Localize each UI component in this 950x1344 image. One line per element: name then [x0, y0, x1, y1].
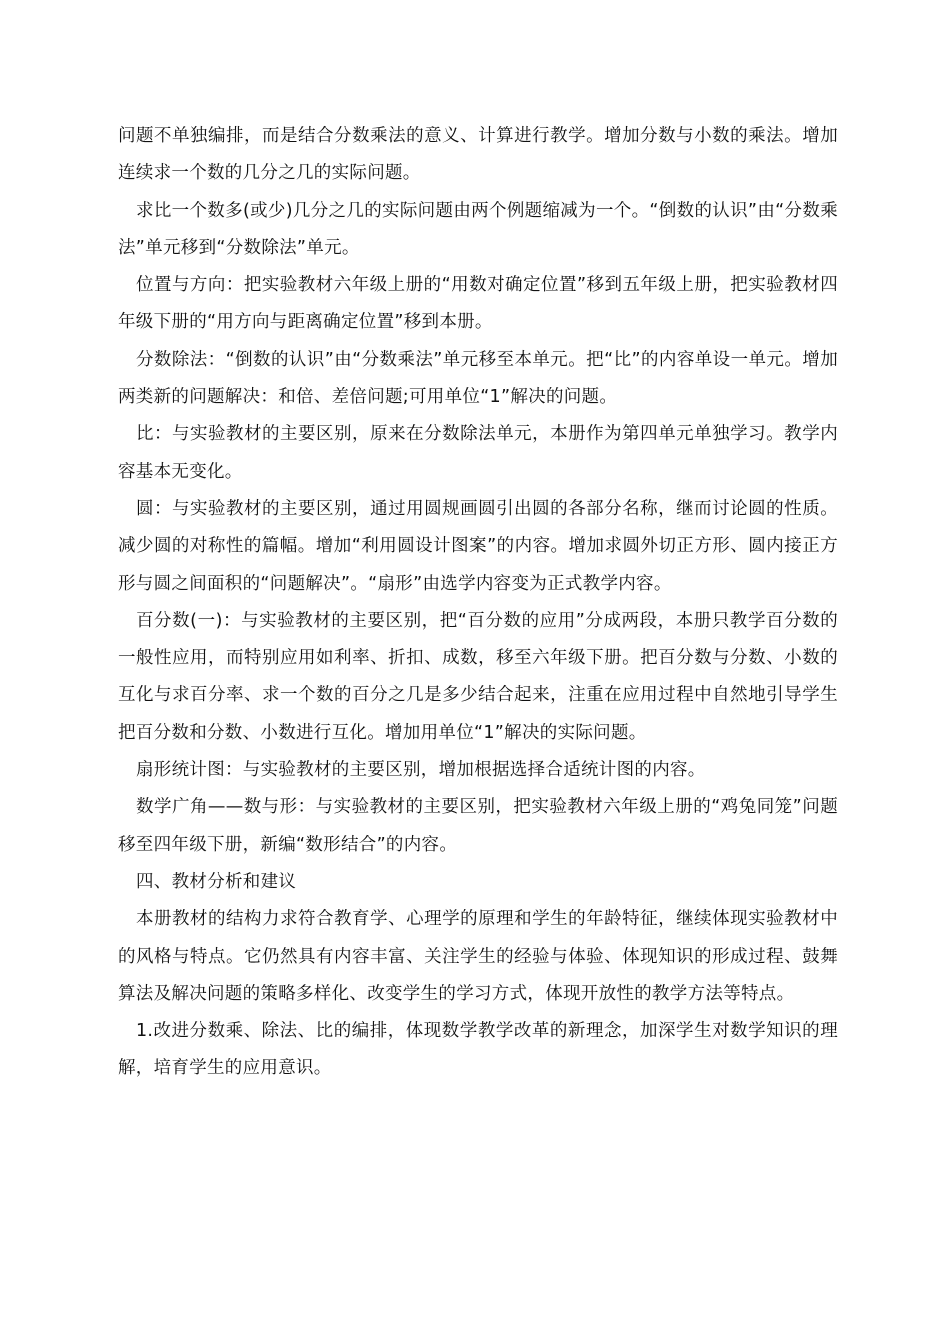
paragraph-item-1: 1.改进分数乘、除法、比的编排，体现数学教学改革的新理念，加深学生对数学知识的理解，培育学生的应用意识。 — [118, 1021, 838, 1079]
paragraph-pie-chart: 扇形统计图：与实验教材的主要区别，增加根据选择合适统计图的内容。 — [136, 760, 706, 781]
paragraph-position-direction: 位置与方向：把实验教材六年级上册的“用数对确定位置”移到五年级上册，把实验教材四年级下册的“用方向与距离确定位置”移到本册。 — [118, 275, 838, 333]
paragraph-percentage: 百分数(一)：与实验教材的主要区别，把“百分数的应用”分成两段，本册只教学百分数的一般性应用，而特别应用如利率、折扣、成数，移至六年级下册。把百分数与分数、小数的互化与求百分率、求一个数的百分之几是多少结合起来，注重在应用过程中自然地引导学生把百分数和分数、小数进行互化。增加用单位“1”解决的实际问题。 — [118, 610, 838, 743]
paragraph-continuation: 问题不单独编排，而是结合分数乘法的意义、计算进行教学。增加分数与小数的乘法。增加连续求一个数的几分之几的实际问题。 — [118, 126, 838, 184]
document-body — [118, 118, 838, 1088]
paragraph-fraction-comparison: 求比一个数多(或少)几分之几的实际问题由两个例题缩减为一个。“倒数的认识”由“分数乘法”单元移到“分数除法”单元。 — [118, 200, 838, 258]
paragraph-ratio: 比：与实验教材的主要区别，原来在分数除法单元，本册作为第四单元单独学习。教学内容基本无变化。 — [118, 424, 838, 482]
paragraph-math-wide-angle: 数学广角——数与形：与实验教材的主要区别，把实验教材六年级上册的“鸡兔同笼”问题移至四年级下册，新编“数形结合”的内容。 — [118, 797, 838, 855]
paragraph-fraction-division: 分数除法：“倒数的认识”由“分数乘法”单元移至本单元。把“比”的内容单设一单元。增加两类新的问题解决：和倍、差倍问题;可用单位“1”解决的问题。 — [118, 349, 838, 408]
section-heading: 四、教材分析和建议 — [136, 871, 297, 892]
paragraph-textbook-analysis: 本册教材的结构力求符合教育学、心理学的原理和学生的年龄特征，继续体现实验教材中的风格与特点。它仍然具有内容丰富、关注学生的经验与体验、体现知识的形成过程、鼓舞算法及解决问题的策略多样化、改变学生的学习方式，体现开放性的教学方法等特点。 — [118, 909, 838, 1004]
paragraph-circle: 圆：与实验教材的主要区别，通过用圆规画圆引出圆的各部分名称，继而讨论圆的性质。减少圆的对称性的篇幅。增加“利用圆设计图案”的内容。增加求圆外切正方形、圆内接正方形与圆之间面积的“问题解决”。“扇形”由选学内容变为正式教学内容。 — [118, 498, 838, 594]
